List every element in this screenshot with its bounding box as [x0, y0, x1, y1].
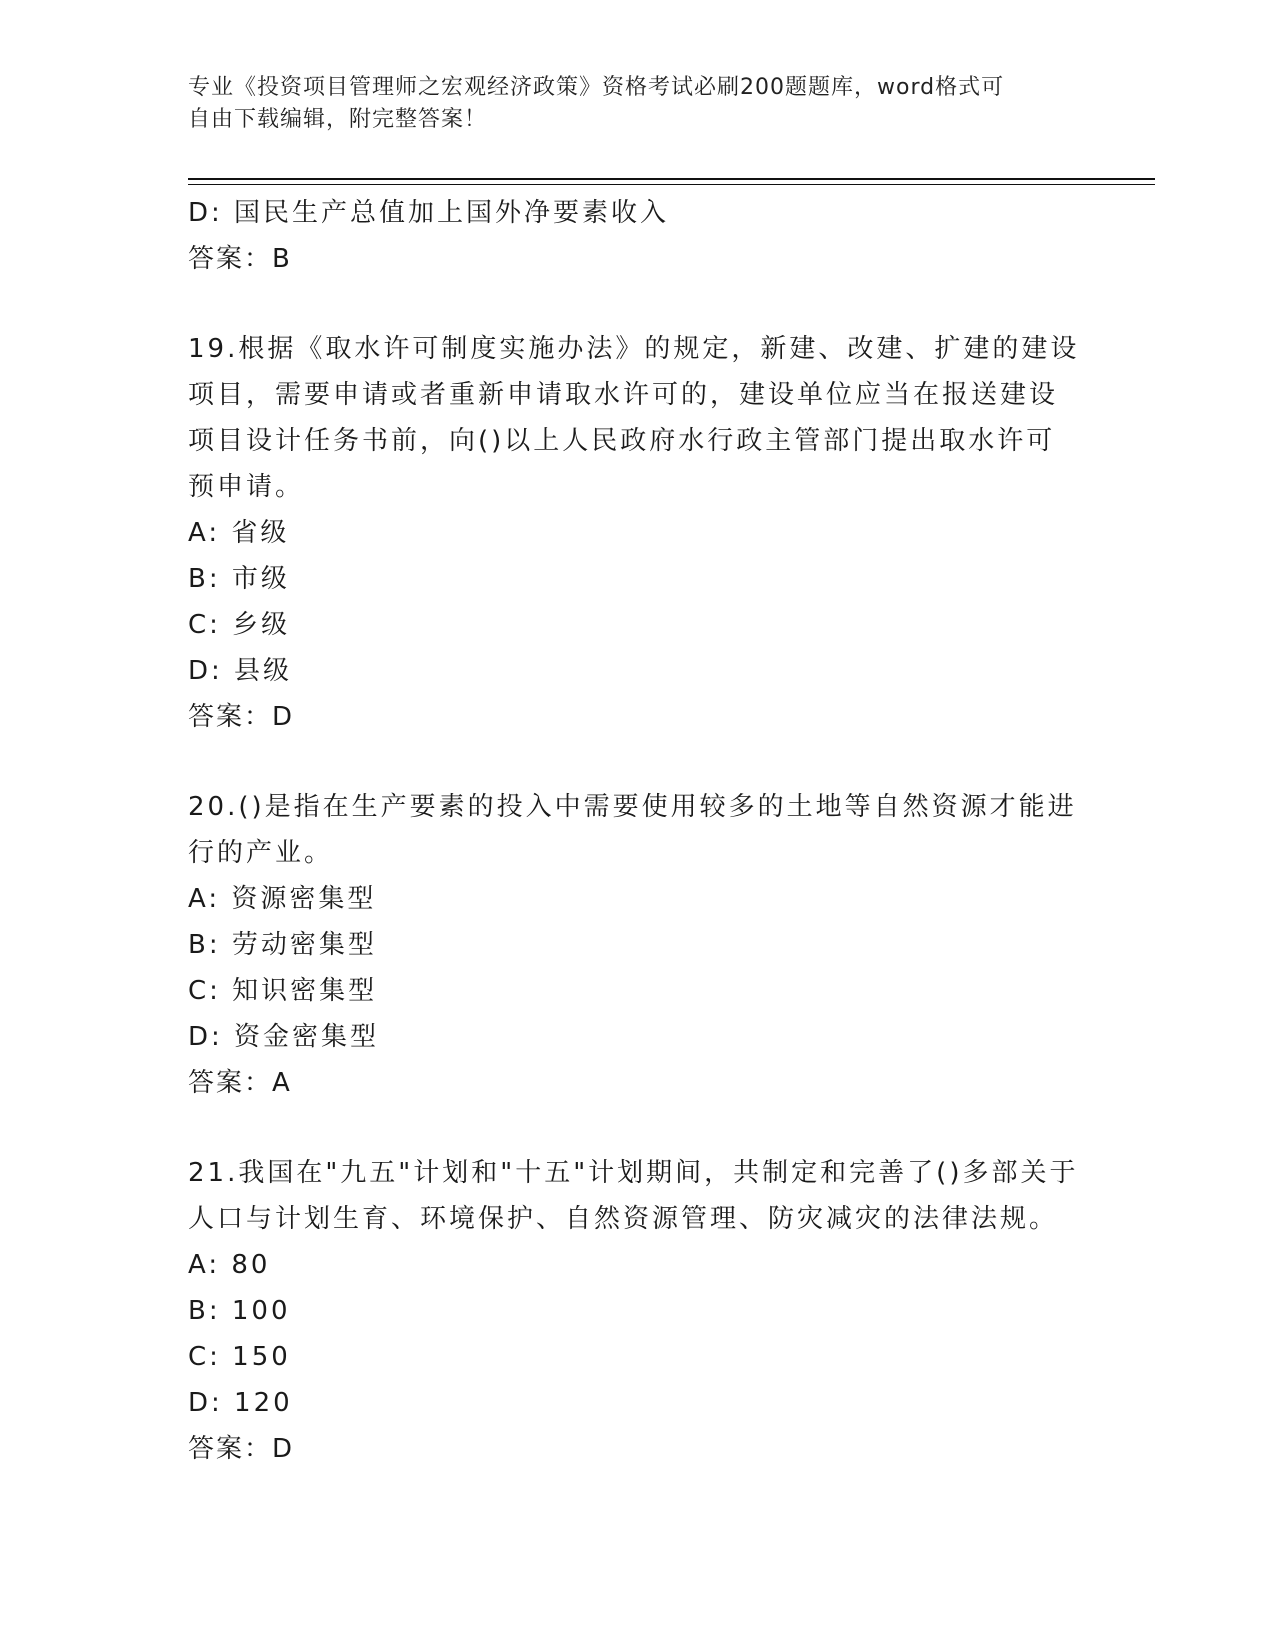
document-header — [188, 72, 1068, 136]
option-b: B: 市级 — [188, 564, 290, 594]
question-block — [188, 784, 1088, 1106]
header-line-1: 专业《投资项目管理师之宏观经济政策》资格考试必刷200题题库，word格式可 — [188, 75, 1005, 100]
option-a: A: 省级 — [188, 518, 290, 548]
question-stem-line: 项目设计任务书前，向()以上人民政府水行政主管部门提出取水许可 — [188, 426, 1056, 456]
question-stem-line: 行的产业。 — [188, 838, 334, 868]
spacer — [188, 740, 1088, 784]
question-stem-line: 19.根据《取水许可制度实施办法》的规定，新建、改建、扩建的建设 — [188, 334, 1080, 364]
question-stem-line: 21.我国在"九五"计划和"十五"计划期间，共制定和完善了()多部关于 — [188, 1158, 1079, 1188]
option-c: C: 乡级 — [188, 610, 291, 640]
question-stem — [188, 326, 1088, 510]
option-d: D: 资金密集型 — [188, 1022, 380, 1052]
option-c: C: 150 — [188, 1342, 291, 1372]
carryover-block — [188, 190, 1088, 282]
option-d: D: 120 — [188, 1388, 293, 1418]
answer-line: 答案：B — [188, 244, 292, 274]
spacer — [188, 282, 1088, 326]
question-block — [188, 1150, 1088, 1472]
question-block — [188, 326, 1088, 740]
option-b: B: 100 — [188, 1296, 291, 1326]
header-divider-thin — [188, 184, 1155, 185]
option-c: C: 知识密集型 — [188, 976, 378, 1006]
option-a: A: 资源密集型 — [188, 884, 377, 914]
header-divider-thick — [188, 178, 1155, 180]
question-stem-line: 项目，需要申请或者重新申请取水许可的，建设单位应当在报送建设 — [188, 380, 1059, 410]
option-d: D: 国民生产总值加上国外净要素收入 — [188, 198, 670, 228]
question-stem — [188, 1150, 1088, 1242]
option-b: B: 劳动密集型 — [188, 930, 377, 960]
answer-line: 答案：D — [188, 702, 295, 732]
option-d: D: 县级 — [188, 656, 293, 686]
header-line-2: 自由下载编辑，附完整答案！ — [188, 107, 488, 132]
answer-line: 答案：A — [188, 1068, 292, 1098]
question-stem-line: 20.()是指在生产要素的投入中需要使用较多的土地等自然资源才能进 — [188, 792, 1077, 822]
answer-line: 答案：D — [188, 1434, 295, 1464]
option-a: A: 80 — [188, 1250, 271, 1280]
question-stem — [188, 784, 1088, 876]
question-stem-line: 人口与计划生育、环境保护、自然资源管理、防灾减灾的法律法规。 — [188, 1204, 1059, 1234]
spacer — [188, 1106, 1088, 1150]
question-stem-line: 预申请。 — [188, 472, 305, 502]
document-body — [188, 190, 1088, 1472]
